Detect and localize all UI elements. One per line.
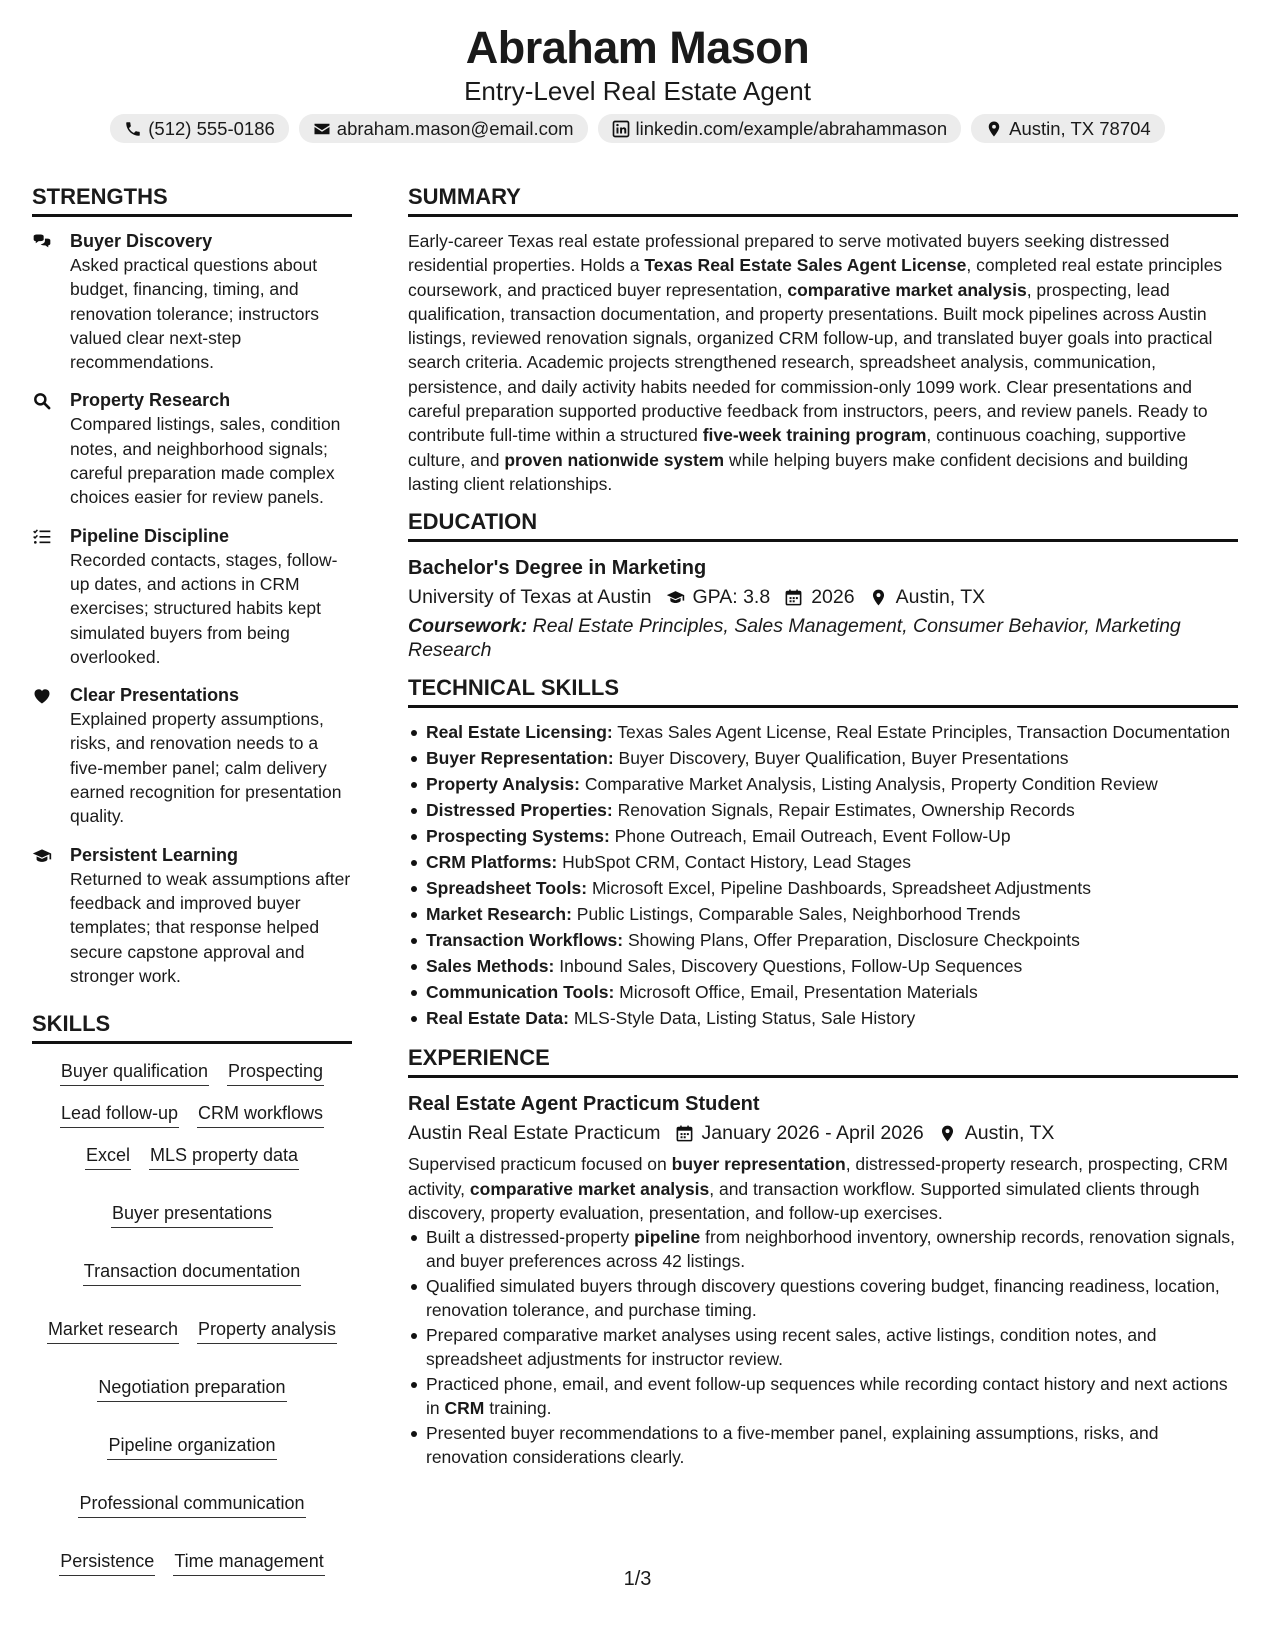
experience-meta [408, 1118, 1238, 1148]
candidate-title: Entry-Level Real Estate Agent [464, 76, 811, 106]
strength-title: Clear Presentations [70, 685, 240, 706]
technical-skills-list [408, 720, 1238, 1030]
experience-bullets [408, 1225, 1238, 1469]
linkedin-text: linkedin.com/example/abrahammason [635, 117, 948, 139]
education-heading: EDUCATION [408, 508, 1238, 542]
skill-tag: Persistence [59, 1550, 155, 1576]
list-item: Sales Methods: Inbound Sales, Discovery Questions, Follow-Up Sequences [408, 954, 1238, 978]
strength-title: Buyer Discovery [70, 231, 213, 251]
page-number: 1/3 [623, 1568, 652, 1590]
list-item: Communication Tools: Microsoft Office, Email, Presentation Materials [408, 980, 1238, 1004]
list-item: CRM Platforms: HubSpot CRM, Contact History, Lead Stages [408, 850, 1238, 874]
strength-item [32, 843, 352, 988]
list-item: Real Estate Licensing: Texas Sales Agent License, Real Estate Principles, Transaction Documentation [408, 720, 1238, 744]
linkedin-chip[interactable] [598, 114, 962, 143]
organization-name: Austin Real Estate Practicum [408, 1122, 661, 1145]
list-item: Market Research: Public Listings, Comparable Sales, Neighborhood Trends [408, 902, 1238, 926]
skill-tag: Market research [47, 1318, 179, 1344]
strength-item [32, 229, 352, 374]
phone-chip[interactable] [110, 114, 289, 143]
phone-text: (512) 555-0186 [148, 117, 275, 139]
strength-title: Pipeline Discipline [70, 525, 230, 546]
email-text: abraham.mason@email.com [336, 117, 574, 139]
skill-tag: Excel [85, 1144, 131, 1170]
right-column [408, 183, 1238, 1576]
strength-item [32, 524, 352, 669]
list-item: Distressed Properties: Renovation Signals, Repair Estimates, Ownership Records [408, 798, 1238, 822]
skill-tag: MLS property data [149, 1144, 299, 1170]
skill-tag: Property analysis [197, 1318, 337, 1344]
skill-tag: Buyer qualification [60, 1060, 209, 1086]
contact-bar [32, 114, 1243, 143]
skill-tag: Professional communication [78, 1492, 305, 1518]
linkedin-icon [612, 120, 630, 138]
left-column [32, 183, 352, 1576]
strength-desc: Explained property assumptions, risks, and renovation needs to a five-member panel; calm delivery earned recognition for presentation quality. [70, 709, 342, 827]
experience-dates: January 2026 - April 2026 [701, 1122, 924, 1145]
strength-desc: Recorded contacts, stages, follow-up dates, and actions in CRM exercises; structured habits kept simulated buyers from being overlooked. [70, 549, 338, 667]
experience-heading: EXPERIENCE [408, 1044, 1238, 1078]
list-item: Presented buyer recommendations to a five-member panel, explaining assumptions, risks, and renovation considerations clearly. [408, 1421, 1238, 1469]
strength-desc: Compared listings, sales, condition notes, and neighborhood signals; careful preparation made complex choices easier for review panels. [70, 414, 341, 508]
skill-tag: CRM workflows [197, 1102, 324, 1128]
list-check-icon [32, 527, 52, 547]
list-item: Real Estate Data: MLS-Style Data, Listing Status, Sale History [408, 1006, 1238, 1030]
skill-tag: Lead follow-up [60, 1102, 179, 1128]
gpa: GPA: 3.8 [692, 586, 771, 609]
role-title: Real Estate Agent Practicum Student [408, 1093, 760, 1116]
strength-desc: Asked practical questions about budget, financing, timing, and renovation tolerance; instructors valued clear next-step recommendations. [70, 255, 320, 373]
skills-heading: SKILLS [32, 1010, 352, 1044]
summary-heading: SUMMARY [408, 183, 1238, 217]
strength-title: Persistent Learning [70, 844, 239, 865]
strengths-heading: STRENGTHS [32, 183, 352, 217]
skill-tag: Negotiation preparation [97, 1376, 286, 1402]
graduation-year: 2026 [811, 586, 855, 609]
list-item: Prepared comparative market analyses using recent sales, active listings, condition notes, and spreadsheet adjustments for instructor review. [408, 1323, 1238, 1371]
calendar-icon [675, 1124, 694, 1143]
graduation-cap-icon [666, 588, 685, 607]
candidate-name: Abraham Mason [465, 22, 810, 73]
experience-location: Austin, TX [964, 1122, 1055, 1145]
email-chip[interactable] [299, 114, 588, 143]
education-meta [408, 582, 1238, 612]
list-item: Buyer Representation: Buyer Discovery, Buyer Qualification, Buyer Presentations [408, 746, 1238, 770]
skill-tag: Prospecting [227, 1060, 324, 1086]
list-item: Transaction Workflows: Showing Plans, Offer Preparation, Disclosure Checkpoints [408, 928, 1238, 952]
list-item: Built a distressed-property pipeline from neighborhood inventory, ownership records, renovation signals, and buyer preferences across 42 listings. [408, 1225, 1238, 1273]
coursework: Coursework: Real Estate Principles, Sales Management, Consumer Behavior, Marketing Research [408, 615, 1181, 662]
strength-item [32, 388, 352, 509]
strength-desc: Returned to weak assumptions after feedback and improved buyer templates; that response helped secure capstone approval and stronger work. [70, 868, 351, 986]
skill-tag: Buyer presentations [111, 1202, 273, 1228]
skills-list [32, 1056, 352, 1576]
list-item: Property Analysis: Comparative Market Analysis, Listing Analysis, Property Condition Review [408, 772, 1238, 796]
search-icon [32, 391, 52, 411]
location-chip[interactable] [971, 114, 1165, 143]
phone-icon [124, 120, 142, 138]
degree-title: Bachelor's Degree in Marketing [408, 557, 707, 580]
graduation-cap-icon [32, 846, 52, 866]
heart-icon [32, 686, 52, 706]
list-item: Spreadsheet Tools: Microsoft Excel, Pipeline Dashboards, Spreadsheet Adjustments [408, 876, 1238, 900]
list-item: Practiced phone, email, and event follow-up sequences while recording contact history and next actions in CRM training. [408, 1372, 1238, 1420]
school-location: Austin, TX [895, 586, 986, 609]
summary-text: Early-career Texas real estate professional prepared to serve motivated buyers seeking distressed residential properties. Holds a Texas Real Estate Sales Agent License, completed real estate principles coursework, and practiced buyer representation, comparative market analysis, prospecting, lead qualification, transaction documentation, and property presentations. Built mock pipelines across Austin listings, reviewed renovation signals, organized CRM follow-up, and translated buyer goals into practical search criteria. Academic projects strengthened research, spreadsheet analysis, communication, persistence, and daily activity habits needed for commission-only 1099 work. Clear presentations and careful preparation supported productive feedback from instructors, peers, and review panels. Ready to contribute full-time within a structured five-week training program, continuous coaching, supportive culture, and proven nationwide system while helping buyers make confident decisions and building lasting client relationships. [408, 231, 1223, 494]
calendar-icon [784, 588, 803, 607]
experience-intro: Supervised practicum focused on buyer representation, distressed-property research, prospecting, CRM activity, comparative market analysis, and transaction workflow. Supported simulated clients through discovery, property evaluation, presentation, and follow-up exercises. [408, 1154, 1228, 1223]
list-item: Qualified simulated buyers through discovery questions covering budget, financing readiness, location, renovation tolerance, and purchase timing. [408, 1274, 1238, 1322]
location-text: Austin, TX 78704 [1009, 117, 1151, 139]
comments-icon [32, 232, 52, 252]
school-name: University of Texas at Austin [408, 586, 652, 609]
envelope-icon [313, 120, 331, 138]
skill-tag: Pipeline organization [107, 1434, 276, 1460]
map-pin-icon [869, 588, 888, 607]
list-item: Prospecting Systems: Phone Outreach, Email Outreach, Event Follow-Up [408, 824, 1238, 848]
skill-tag: Transaction documentation [83, 1260, 301, 1286]
strength-title: Property Research [70, 390, 231, 411]
skill-tag: Time management [173, 1550, 324, 1576]
map-pin-icon [938, 1124, 957, 1143]
strength-item [32, 683, 352, 828]
map-pin-icon [985, 120, 1003, 138]
technical-skills-heading: TECHNICAL SKILLS [408, 674, 1238, 708]
